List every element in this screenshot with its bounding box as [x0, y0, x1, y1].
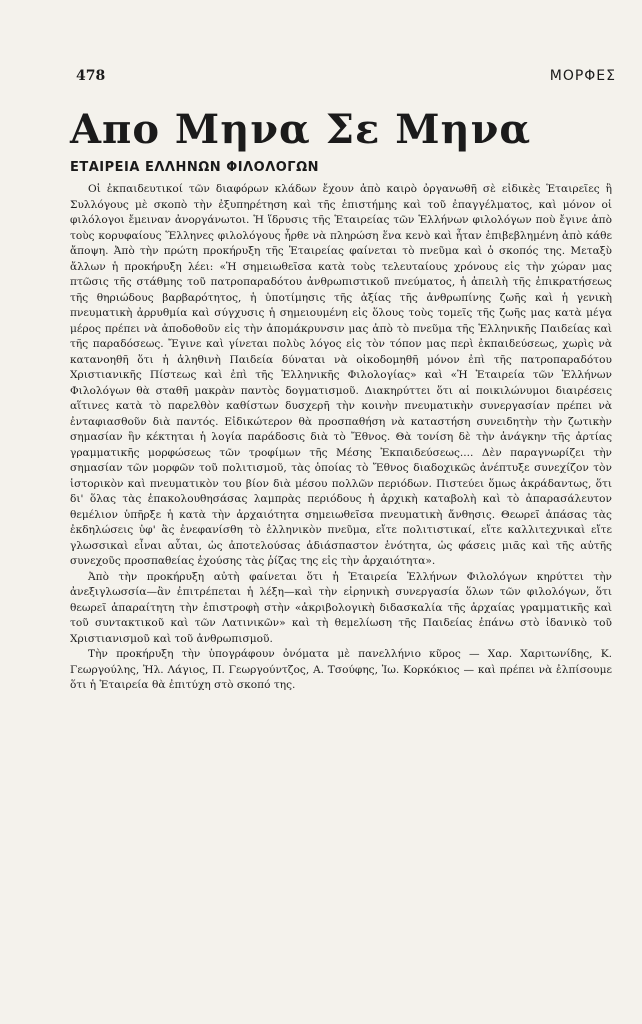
paragraph: Οἱ ἐκπαιδευτικοί τῶν διαφόρων κλάδων ἔχουν ἀπὸ καιρὸ ὀργανωθῆ σὲ εἰδικὲς Ἑταιρεῖες ἢ Συλλόγους μὲ σκοπὸ τὴν ἐξυπηρέτηση καὶ τῆς ἐπιστήμης καὶ τοῦ ἐπαγγέλματος, καὶ μόνον οἱ φιλόλογοι ἔμειναν ἀνοργάνωτοι. Ἡ ἵδρυσις τῆς Ἑταιρείας τῶν Ἑλλήνων φιλολόγων ποὺ ἔγινε ἀπὸ τοὺς κορυφαίους Ἕλληνες φιλολόγους ἦρθε νὰ πληρώση ἕνα κενὸ καὶ ἦταν ἐπιβεβλημένη ἀπὸ κάθε ἄποψη. Ἀπὸ τὴν πρώτη προκήρυξη τῆς Ἑταιρείας φαίνεται τὸ πνεῦμα καὶ ὁ σκοπός της. Μεταξὺ ἄλλων ἡ προκήρυξη λέει: «Ἡ σημειωθεῖσα κατὰ τοὺς τελευταίους χρόνους εἰς τὴν χώραν μας πτῶσις τῆς στάθμης τοῦ πατροπαραδότου ἀνθρωπιστικοῦ πνεύματος, ἡ ἀπειλὴ τῆς ἐπικρατήσεως τῆς θηριώδους βαρβαρότητος, ἡ ὑποτίμησις τῆς ἀξίας τῆς ἀνθρωπίνης ζωῆς καὶ ἡ γενικὴ πνευματικὴ ἀρρυθμία καὶ σύγχυσις ἡ σημειουμένη εἰς ὅλους τοὺς τομεῖς τῆς ζωῆς μας κατὰ μέγα μέρος πρέπει νὰ ἀποδοθοῦν εἰς τὴν ἀπομάκρυνσιν μας ἀπὸ τὸ πνεῦμα τῆς Ἑλληνικῆς Παιδείας καὶ τῆς παραδόσεως. Ἔγινε καὶ γίνεται πολὺς λόγος εἰς τὸν τόπον μας περὶ ἐκπαιδεύσεως, χωρὶς νὰ κατανοηθῆ ὅτι ἡ ἀληθινὴ Παιδεία δύναται νὰ οἰκοδομηθῆ μόνον ἐπὶ τῆς πατροπαραδότου Χριστιανικῆς Πίστεως καὶ ἐπὶ τῆς Ἑλληνικῆς Φιλολογίας» καὶ «Ἡ Ἑταιρεία τῶν Ἑλλήνων Φιλολόγων θὰ σταθῆ μακρὰν παντὸς δογματισμοῦ. Διακηρύττει ὅτι αἱ ποικιλώνυμοι διαιρέσεις αἵτινες κατὰ τὸ παρελθὸν καθίστων δυσχερῆ τὴν κοινὴν πνευματικὴν συνεργασίαν πρέπει νὰ ἐνταφιασθοῦν διὰ παντός. Εἰδικώτερον θὰ προσπαθήση νὰ καταστήση συνειδητὴν τὴν ζωτικὴν σημασίαν ἣν κέκτηται ἡ λογία παράδοσις διὰ τὸ Ἔθνος. Θὰ τονίση δὲ τὴν ἀνάγκην τῆς ἀρτίας γραμματικῆς μορφώσεως τῶν τροφίμων τῆς Μέσης Ἐκπαιδεύσεως.... Δὲν παραγνωρίζει τὴν σημασίαν τῶν μορφῶν τοῦ πολιτισμοῦ, τὰς ὁποίας τὸ Ἔθνος διαδοχικῶς ἀνέπτυξε συνεχίζον τὸν ἱστορικὸν καὶ πνευματικὸν του βίον διὰ μέσου πολλῶν περιόδων. Πιστεύει ὅμως ἀκράδαντως, ὅτι δι' ὅλας τὰς ἐπακολουθησάσας λαμπρὰς περιόδους ἡ ἀρχικὴ καταβολὴ καὶ τὸ ἀπαρασάλευτον θεμέλιον ὑπῆρξε ἡ κατὰ τὴν ἀρχαιότητα σημειωθεῖσα πνευματικὴ ἄνθησις. Θεωρεῖ ἁπάσας τὰς ἐκδηλώσεις ὑφ' ἃς ἐνεφανίσθη τὸ ἑλληνικὸν πνεῦμα, εἴτε πολιτιστικαί, εἴτε καλλιτεχνικαὶ εἴτε γλωσσικαὶ εἶναι αὗται, ὡς ἀποτελούσας ἀδιάσπαστον ἑνότητα, ὡς φάσεις μιᾶς καὶ τῆς αὐτῆς συνεχοῦς προσπαθείας ἐχούσης τὰς ῥίζας της εἰς τὴν ἀρχαιότητα».: [70, 183, 612, 567]
paragraph: Ἀπὸ τὴν προκήρυξη αὐτὴ φαίνεται ὅτι ἡ Ἑταιρεία Ἑλλήνων Φιλολόγων κηρύττει τὴν ἀνεξιγλωσσία—ἂν ἐπιτρέπεται ἡ λέξη—καὶ τὴν εἰρηνικὴ συνεργασία ὅλων τῶν φιλολόγων, ὅτι θεωρεῖ ἀπαραίτητη τὴν ἐπιστροφὴ στὴν «ἀκριβολογικὴ διδασκαλία τῆς ἀρχαίας γραμματικῆς καὶ τοῦ συντακτικοῦ καὶ τῶν Λατινικῶν» καὶ τὴ θεμελίωση τῆς Παιδείας ἐπάνω στὸ ἰδανικὸ τοῦ Χριστιανισμοῦ καὶ τοῦ ἀνθρωπισμοῦ.: [70, 570, 612, 645]
article-title: Απο Μηνα Σε Μηνα: [70, 106, 532, 153]
running-head: ΜΟΡΦΕΣ: [549, 68, 616, 84]
article-subtitle: ΕΤΑΙΡΕΙΑ ΕΛΛΗΝΩΝ ΦΙΛΟΛΟΓΩΝ: [70, 160, 320, 175]
article-body: [70, 182, 612, 694]
paragraph: Τὴν προκήρυξη τὴν ὑπογράφουν ὀνόματα μὲ πανελλήνιο κῦρος — Χαρ. Χαριτωνίδης, Κ. Γεωργούλης, Ἠλ. Λάγιος, Π. Γεωργούντζος, Α. Τσούφης, Ἰω. Κορκόκιος — καὶ πρέπει νὰ ἐλπίσουμε ὅτι ἡ Ἑταιρεία θὰ ἐπιτύχη στὸ σκοπό της.: [70, 648, 612, 691]
page-number: 478: [76, 68, 106, 84]
